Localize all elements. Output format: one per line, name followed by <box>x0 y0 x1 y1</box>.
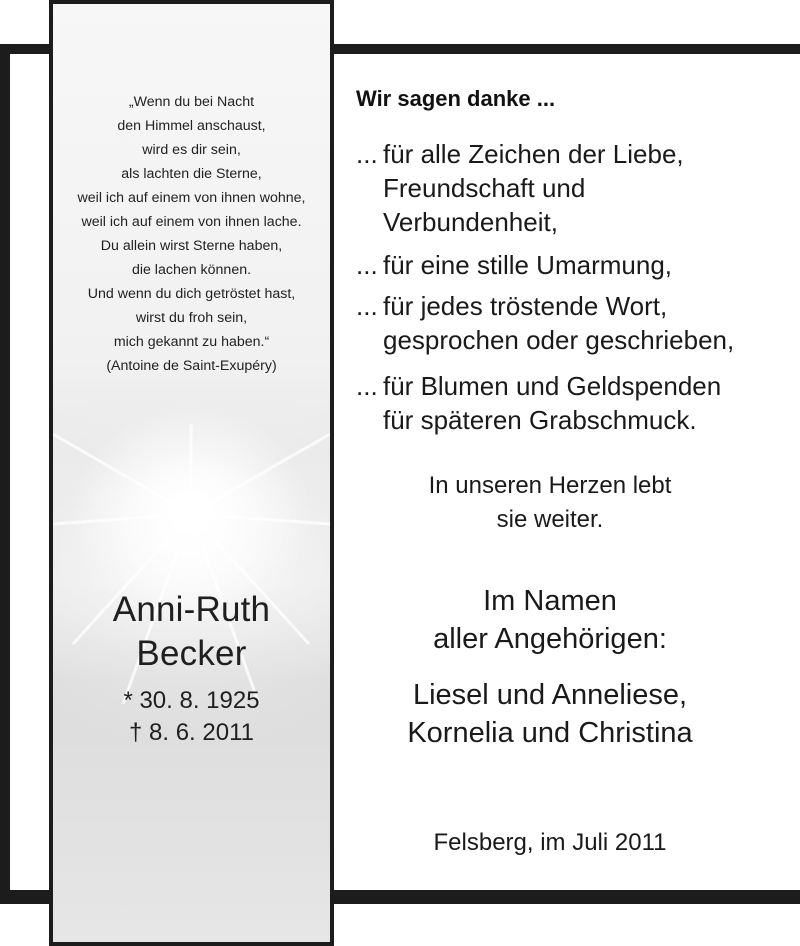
poem-line: mich gekannt zu haben.“ <box>113 334 270 350</box>
thanks-heading: Wir sagen danke ... <box>356 86 556 111</box>
poem-line: als lachten die Sterne, <box>121 166 262 182</box>
side-image-panel <box>53 4 330 942</box>
poem-line: die lachen können. <box>131 262 252 278</box>
deceased-first-name: Anni-Ruth <box>112 590 271 629</box>
names-intro-line: aller Angehörigen: <box>433 623 667 655</box>
poem-author: (Antoine de Saint-Exupéry) <box>106 358 277 374</box>
ellipsis: ... <box>356 139 378 169</box>
poem <box>53 90 330 378</box>
thanks-item-line: für Blumen und Geldspenden <box>383 371 722 401</box>
poem-line: weil ich auf einem von ihnen lache. <box>81 214 302 230</box>
hearts-line: sie weiter. <box>496 506 604 533</box>
thanks-item-line: für eine stille Umarmung, <box>383 250 672 280</box>
poem-line: Und wenn du dich getröstet hast, <box>87 286 296 302</box>
thanks-item-line: für späteren Grabschmuck. <box>383 405 697 435</box>
mourner-names-line: Kornelia und Christina <box>407 717 693 749</box>
death-date: † 8. 6. 2011 <box>129 719 254 746</box>
names-intro <box>345 582 755 658</box>
poem-line: Du allein wirst Sterne haben, <box>100 238 283 254</box>
thanks-item-line: gesprochen oder geschrieben, <box>383 325 735 355</box>
ellipsis: ... <box>356 291 378 321</box>
poem-line: weil ich auf einem von ihnen wohne, <box>77 190 306 206</box>
poem-line: wird es dir sein, <box>142 142 241 158</box>
thanks-item-line: Freundschaft und <box>383 173 586 203</box>
mourner-names <box>345 676 755 752</box>
poem-line: „Wenn du bei Nacht <box>128 94 255 110</box>
hearts-line: In unseren Herzen lebt <box>428 472 672 499</box>
names-intro-line: Im Namen <box>483 585 617 617</box>
mourner-names-line: Liesel und Anneliese, <box>412 679 688 711</box>
ellipsis: ... <box>356 250 378 280</box>
hearts-text <box>345 469 755 537</box>
thanks-item-line: Verbundenheit, <box>383 207 558 237</box>
thanks-item-line: für alle Zeichen der Liebe, <box>383 139 684 169</box>
birth-date: * 30. 8. 1925 <box>123 687 260 714</box>
thanks-item-line: für jedes tröstende Wort, <box>383 291 668 321</box>
poem-line: den Himmel anschaust, <box>117 118 266 134</box>
ellipsis: ... <box>356 371 378 401</box>
poem-line: wirst du froh sein, <box>135 310 248 326</box>
place-date: Felsberg, im Juli 2011 <box>433 829 667 856</box>
deceased-last-name: Becker <box>136 634 247 673</box>
